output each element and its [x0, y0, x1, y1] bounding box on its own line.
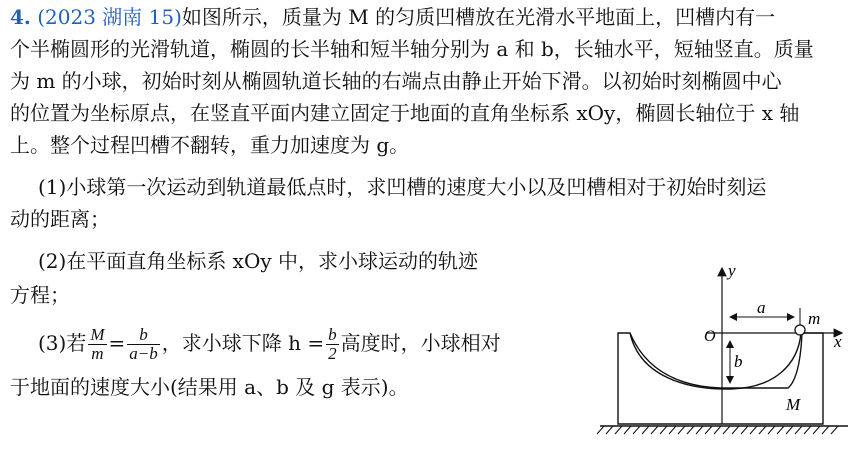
- hatch-mark: [660, 426, 667, 434]
- label-M: M: [786, 395, 801, 414]
- hatch-mark: [795, 426, 802, 434]
- stem-line-4: 的位置为坐标原点，在竖直平面内建立固定于地面的直角坐标系 xOy，椭圆长轴位于 x 轴: [10, 101, 800, 125]
- fraction-denominator: m: [91, 344, 104, 363]
- fraction-denominator: 2: [328, 344, 337, 363]
- hatch-mark: [723, 426, 730, 434]
- hatch-mark: [768, 426, 775, 434]
- hatch-mark: [597, 426, 604, 434]
- hatch-mark: [606, 426, 613, 434]
- hatch-mark: [741, 426, 748, 434]
- hatch-mark: [705, 426, 712, 434]
- question-1-line-2: 动的距离；: [10, 207, 110, 231]
- fraction-denominator: a−b: [129, 344, 158, 363]
- stem-text-1: 如图所示，质量为 M 的匀质凹槽放在光滑水平地面上，凹槽内有一: [181, 5, 776, 29]
- small-ball: [795, 325, 805, 335]
- hatch-mark: [642, 426, 649, 434]
- hatch-mark: [687, 426, 694, 434]
- hatch-mark: [777, 426, 784, 434]
- hatch-mark: [624, 426, 631, 434]
- fraction-numerator: M: [90, 325, 105, 344]
- hatch-mark: [759, 426, 766, 434]
- problem-number: 4.: [10, 5, 31, 29]
- stem-line-2: 个半椭圆形的光滑轨道，椭圆的长半轴和短半轴分别为 a 和 b，长轴水平，短轴竖直。质量: [10, 37, 814, 61]
- q3-prefix: (3)若: [38, 331, 87, 355]
- fraction-numerator: b: [328, 325, 337, 344]
- hatch-mark: [714, 426, 721, 434]
- hatch-mark: [732, 426, 739, 434]
- stem-line-5: 上。整个过程凹槽不翻转，重力加速度为 g。: [10, 133, 410, 157]
- equals-sign: =: [108, 331, 126, 355]
- label-b: b: [734, 352, 743, 371]
- hatch-mark: [633, 426, 640, 434]
- hatch-mark: [651, 426, 658, 434]
- hatch-mark: [804, 426, 811, 434]
- question-3-line-2: 于地面的速度大小(结果用 a、b 及 g 表示)。: [10, 375, 409, 399]
- label-a: a: [757, 298, 766, 317]
- label-m: m: [808, 309, 821, 328]
- question-1-line-1: (1)小球第一次运动到轨道最低点时，求凹槽的速度大小以及凹槽相对于初始时刻运: [38, 175, 767, 199]
- ground-hatching: [597, 426, 848, 434]
- hatch-mark: [615, 426, 622, 434]
- hatch-mark: [678, 426, 685, 434]
- hatch-mark: [813, 426, 820, 434]
- stem-line-3: 为 m 的小球，初始时刻从椭圆轨道长轴的右端点由静止开始下滑。以初始时刻椭圆中心: [10, 69, 782, 93]
- hatch-mark: [750, 426, 757, 434]
- hatch-mark: [696, 426, 703, 434]
- hatch-mark: [831, 426, 838, 434]
- q3-middle: ，求小球下降 h =: [161, 331, 325, 355]
- hatch-mark: [786, 426, 793, 434]
- label-y: y: [728, 261, 736, 280]
- q3-suffix: 高度时，小球相对: [340, 331, 501, 355]
- hatch-mark: [669, 426, 676, 434]
- hatch-mark: [822, 426, 829, 434]
- label-O: O: [704, 328, 716, 345]
- question-2-line-1: (2)在平面直角坐标系 xOy 中，求小球运动的轨迹: [38, 249, 479, 273]
- label-x: x: [834, 332, 842, 351]
- fraction-numerator: b: [127, 326, 159, 345]
- problem-source: (2023 湖南 15): [37, 5, 182, 29]
- question-2-line-2: 方程；: [10, 283, 70, 307]
